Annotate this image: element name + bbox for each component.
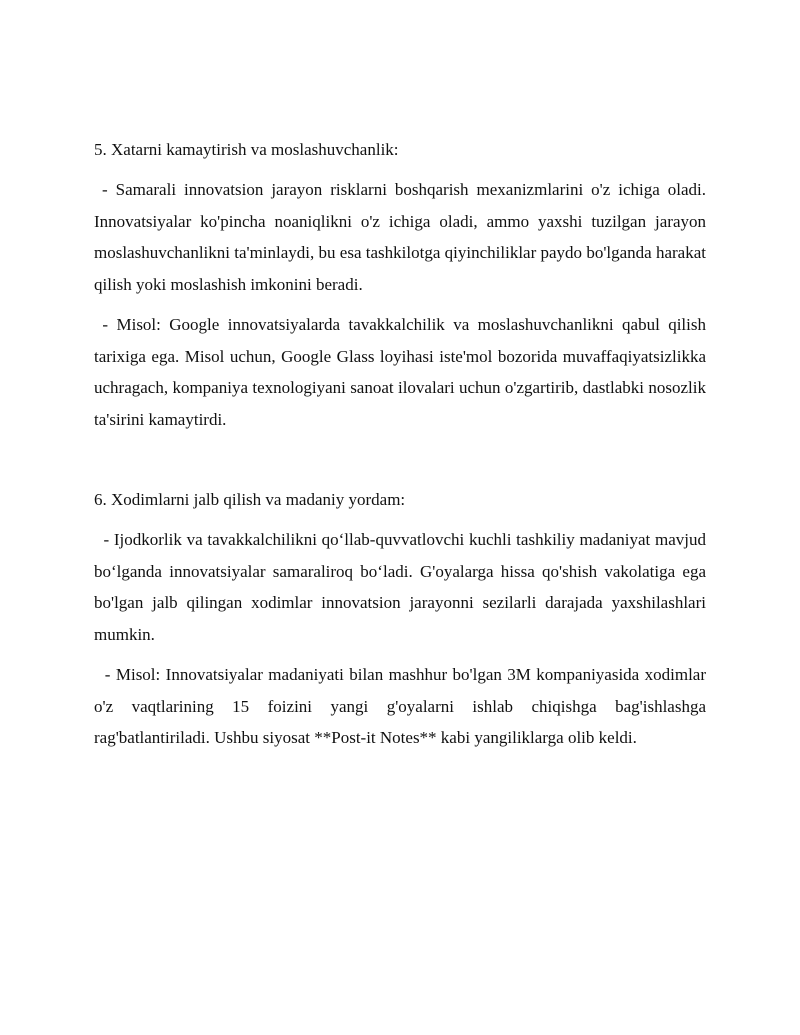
section-heading: 5. Xatarni kamaytirish va moslashuvchanlik: bbox=[94, 140, 399, 159]
section-employee-engagement bbox=[94, 484, 711, 754]
section-heading: 6. Xodimlarni jalb qilish va madaniy yordam: bbox=[94, 490, 406, 509]
section-paragraph: - Misol: Innovatsiyalar madaniyati bilan mashhur bo'lgan 3M kompaniyasida xodimlar o'z vaqtlarining 15 foizini yangi g'oyalarni ishlab chiqishga bag'ishlashga rag'batlantiriladi. Ushbu siyosat **Post-it Notes** kabi yangiliklarga olib keldi. bbox=[94, 665, 711, 747]
section-paragraph: - Misol: Google innovatsiyalarda tavakkalchilik va moslashuvchanlikni qabul qilish tarixiga ega. Misol uchun, Google Glass loyihasi iste'mol bozorida muvaffaqiyatsizlikka uchragach, kompaniya texnologiyani sanoat ilovalari uchun o'zgartirib, dastlabki nosozlik ta'sirini kamaytirdi. bbox=[94, 315, 711, 429]
section-paragraph: - Samarali innovatsion jarayon risklarni boshqarish mexanizmlarini o'z ichiga oladi. Innovatsiyalar ko'pincha noaniqlikni o'z ichiga oladi, ammo yaxshi tuzilgan jarayon moslashuvchanlikni ta'minlaydi, bu esa tashkilotga qiyinchiliklar paydo bo'lganda harakat qilish yoki moslashish imkonini beradi. bbox=[94, 180, 711, 294]
document-page bbox=[94, 134, 711, 763]
section-risk-reduction bbox=[94, 134, 711, 435]
section-spacer bbox=[94, 444, 706, 484]
section-paragraph: - Ijodkorlik va tavakkalchilikni qo‘llab-quvvatlovchi kuchli tashkiliy madaniyat mavjud bo‘lganda innovatsiyalar samaraliroq bo‘ladi. G'oyalarga hissa qo'shish vakolatiga ega bo'lgan jalb qilingan xodimlar innovatsion jarayonni sezilarli darajada yaxshilashlari mumkin. bbox=[94, 530, 711, 644]
